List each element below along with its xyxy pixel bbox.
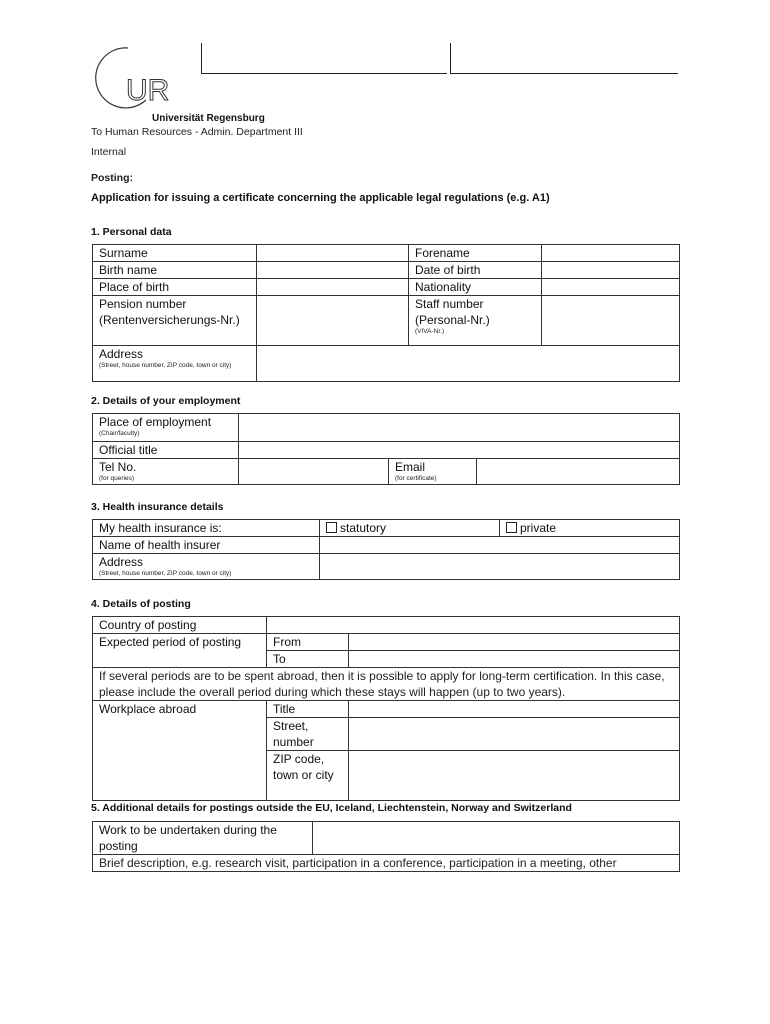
university-logo (88, 40, 188, 110)
health-insurance-table (92, 519, 680, 580)
place-of-birth-label: Place of birth (93, 279, 257, 296)
official-title-input[interactable] (239, 442, 680, 459)
employment-table (92, 413, 680, 485)
insurance-type-label: My health insurance is: (93, 520, 320, 537)
address-label: Address (Street, house number, ZIP code, town or city) (93, 346, 257, 382)
nationality-label: Nationality (409, 279, 542, 296)
insurer-name-label: Name of health insurer (93, 537, 320, 554)
address-input[interactable] (257, 346, 680, 382)
section-5-heading: 5. Additional details for postings outside the EU, Iceland, Liechtenstein, Norway and Switzerland (91, 802, 572, 814)
staff-number-note: (VIVA-Nr.) (415, 328, 445, 335)
pension-number-label: Pension number (Rentenversicherungs-Nr.) (93, 296, 257, 346)
place-of-employment-label: Place of employment (Chair/faculty) (93, 414, 239, 442)
recipient-line: To Human Resources - Admin. Department III (91, 126, 303, 138)
private-option[interactable]: private (500, 520, 680, 537)
workplace-title-label: Title (267, 701, 349, 718)
header-field-2[interactable] (450, 43, 678, 74)
surname-input[interactable] (257, 245, 409, 262)
staff-number-label: Staff number (Personal-Nr.) (VIVA-Nr.) (409, 296, 542, 346)
official-title-label: Official title (93, 442, 239, 459)
logo-lettering: UR (126, 74, 170, 107)
place-of-employment-input[interactable] (239, 414, 680, 442)
email-note: (for certificate) (395, 475, 437, 482)
insurer-name-input[interactable] (320, 537, 680, 554)
workplace-street-input[interactable] (349, 718, 680, 751)
workplace-title-input[interactable] (349, 701, 680, 718)
forename-input[interactable] (542, 245, 680, 262)
section-1-heading: 1. Personal data (91, 226, 172, 238)
section-3-heading: 3. Health insurance details (91, 501, 224, 513)
period-label: Expected period of posting (93, 634, 267, 668)
work-note: Brief description, e.g. research visit, participation in a conference, participation in a meeting, other (93, 855, 680, 872)
email-label: Email (for certificate) (389, 459, 477, 485)
surname-label: Surname (93, 245, 257, 262)
date-of-birth-input[interactable] (542, 262, 680, 279)
from-input[interactable] (349, 634, 680, 651)
insurer-address-label: Address (Street, house number, ZIP code, town or city) (93, 554, 320, 580)
tel-label: Tel No. (for queries) (93, 459, 239, 485)
posting-label: Posting: (91, 172, 133, 184)
work-label: Work to be undertaken during the posting (93, 822, 313, 855)
section-4-heading: 4. Details of posting (91, 598, 191, 610)
pension-number-input[interactable] (257, 296, 409, 346)
place-of-employment-note: (Chair/faculty) (99, 430, 140, 437)
insurer-address-note: (Street, house number, ZIP code, town or city) (99, 570, 232, 577)
address-note: (Street, house number, ZIP code, town or city) (99, 362, 232, 369)
country-label: Country of posting (93, 617, 267, 634)
country-input[interactable] (267, 617, 680, 634)
nationality-input[interactable] (542, 279, 680, 296)
form-title: Application for issuing a certificate concerning the applicable legal regulations (e.g. A1) (91, 192, 550, 204)
to-label: To (267, 651, 349, 668)
header-field-1[interactable] (201, 43, 447, 74)
workplace-zip-label: ZIP code, town or city (267, 751, 349, 801)
forename-label: Forename (409, 245, 542, 262)
statutory-option[interactable]: statutory (320, 520, 500, 537)
section-2-heading: 2. Details of your employment (91, 395, 241, 407)
birth-name-input[interactable] (257, 262, 409, 279)
insurer-address-input[interactable] (320, 554, 680, 580)
staff-number-input[interactable] (542, 296, 680, 346)
university-name: Universität Regensburg (152, 113, 265, 124)
posting-details-table (92, 616, 680, 801)
personal-data-table (92, 244, 680, 382)
workplace-street-label: Street, number (267, 718, 349, 751)
private-checkbox[interactable] (506, 522, 517, 533)
workplace-zip-input[interactable] (349, 751, 680, 801)
birth-name-label: Birth name (93, 262, 257, 279)
work-input[interactable] (313, 822, 680, 855)
to-input[interactable] (349, 651, 680, 668)
date-of-birth-label: Date of birth (409, 262, 542, 279)
additional-details-table (92, 821, 680, 872)
place-of-birth-input[interactable] (257, 279, 409, 296)
email-input[interactable] (477, 459, 680, 485)
tel-input[interactable] (239, 459, 389, 485)
workplace-label: Workplace abroad (93, 701, 267, 801)
internal-label: Internal (91, 146, 127, 158)
period-note: If several periods are to be spent abroad, then it is possible to apply for long-term certification. In this case, please include the overall period during which these stays will happen (up to two years). (93, 668, 680, 701)
tel-note: (for queries) (99, 475, 135, 482)
from-label: From (267, 634, 349, 651)
statutory-checkbox[interactable] (326, 522, 337, 533)
